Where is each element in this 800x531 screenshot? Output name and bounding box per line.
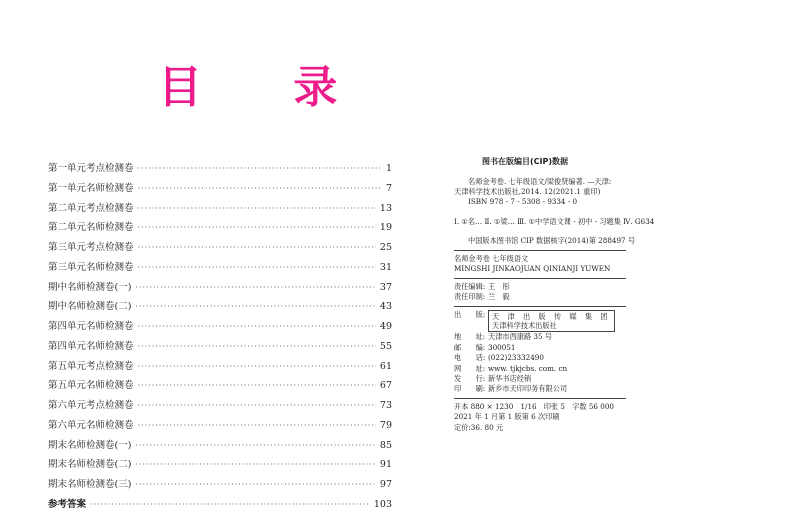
toc-leader-dots (138, 362, 376, 371)
toc-leader-dots (138, 204, 376, 213)
toc-entry-label: 期末名师检测卷(二) (48, 459, 132, 471)
toc-entry-page: 55 (379, 340, 392, 352)
phone-row (454, 353, 644, 363)
toc-entry-label: 期中名师检测卷(二) (48, 301, 132, 313)
toc-entry-page: 37 (379, 281, 392, 293)
publisher-group: 天 津 出 版 传 媒 集 团 (492, 311, 611, 321)
toc-entry-label: 第五单元名师检测卷 (48, 380, 134, 392)
toc-leader-dots (135, 441, 375, 450)
toc-entry-page: 103 (373, 498, 392, 510)
toc-leader-dots (138, 381, 376, 390)
toc-entry (48, 318, 392, 338)
toc-leader-dots (138, 184, 382, 193)
toc-leader-dots (138, 243, 376, 252)
toc-leader-dots (138, 401, 376, 410)
cip-heading: 图书在版编目(CIP)数据 (482, 157, 569, 166)
address-key: 地 址: (454, 332, 486, 342)
website-key: 网 址: (454, 363, 486, 373)
toc-entry-label: 第五单元考点检测卷 (48, 360, 134, 372)
printer-value: 新乡市天印印务有限公司 (488, 384, 568, 394)
toc-entry-label: 期中名师检测卷(一) (48, 281, 132, 293)
toc-entry-page: 1 (385, 163, 392, 174)
toc-entry-page: 7 (385, 182, 392, 194)
editor-value: 王 彤 (488, 281, 510, 291)
publisher-name: 天津科学技术出版社 (492, 320, 557, 330)
toc-entry-page: 73 (379, 400, 392, 411)
toc-entry-label: 第一单元名师检测卷 (48, 182, 134, 194)
toc-entry-page: 49 (379, 321, 392, 332)
cip-block (454, 156, 655, 433)
publisher-row (454, 310, 644, 333)
printer-row (454, 384, 644, 394)
publisher-key: 出 版: (454, 309, 486, 319)
toc-entry-label: 第六单元名师检测卷 (48, 419, 134, 431)
toc-entry (48, 279, 392, 299)
toc-entry (48, 338, 392, 358)
toc-entry-page: 91 (379, 459, 392, 471)
cip-isbn: ISBN 978 - 7 - 5308 - 9334 - 0 (468, 197, 578, 207)
printer-key: 印 刷: (454, 384, 486, 394)
printing-row (454, 292, 644, 302)
toc-leader-dots (135, 302, 375, 311)
cip-classification: Ⅰ. ①名… Ⅱ. ①梁… Ⅲ. ①中学语文课 - 初中 - 习题集 Ⅳ. G634 (454, 216, 655, 226)
toc-leader-dots (138, 421, 376, 430)
toc-entry-label: 期末名师检测卷(一) (48, 439, 132, 451)
toc-leader-dots (138, 322, 376, 331)
book-spec: 开本 880 × 1230 1/16 印张 5 字数 56 000 (454, 401, 615, 411)
edition-info: 2021 年 1 月第 1 版第 6 次印刷 (454, 412, 560, 422)
toc-entry-label: 第四单元名师检测卷 (48, 321, 134, 332)
toc-entry (48, 180, 392, 200)
toc-entry-page: 13 (379, 202, 392, 214)
toc-entry-page: 31 (379, 261, 392, 273)
toc-leader-dots (135, 283, 375, 292)
toc-entry-page: 85 (379, 439, 392, 451)
publisher-box (488, 310, 615, 333)
toc-entry (48, 456, 392, 476)
page-title: 目 录 (158, 62, 376, 113)
divider (454, 306, 626, 307)
printing-key: 责任印制: (454, 292, 486, 302)
website-value: www. tjkjcbs. com. cn (488, 363, 568, 373)
toc-entry (48, 160, 392, 180)
divider (454, 250, 626, 251)
address-value: 天津市西康路 35 号 (488, 332, 553, 342)
toc-entry (48, 397, 392, 417)
toc-entry-page: 43 (379, 301, 392, 313)
distributor-row (454, 374, 644, 384)
toc-entry-label: 第三单元名师检测卷 (48, 261, 134, 273)
toc-entry (48, 259, 392, 279)
table-of-contents (48, 160, 392, 516)
book-title-pinyin: MINGSHI JINKAOJUAN QINIANJI YUWEN (454, 264, 611, 274)
toc-leader-dots (138, 263, 376, 272)
website-row (454, 364, 644, 374)
divider (454, 278, 626, 279)
cip-line-1: 名师金考卷. 七年级语文/梁俊贤编著. —天津: (468, 176, 612, 186)
toc-entry-label: 参考答案 (48, 498, 87, 510)
distributor-key: 发 行: (454, 374, 486, 383)
toc-entry-page: 79 (379, 419, 392, 431)
toc-entry (48, 476, 392, 496)
toc-entry-label: 期末名师检测卷(三) (48, 479, 132, 490)
toc-entry-page: 67 (379, 380, 392, 392)
toc-entry (48, 239, 392, 259)
phone-key: 电 话: (454, 353, 486, 363)
toc-entry-label: 第一单元考点检测卷 (48, 163, 134, 174)
toc-entry-label: 第三单元考点检测卷 (48, 242, 134, 253)
printing-value: 兰 毅 (488, 292, 510, 302)
postcode-key: 邮 编: (454, 342, 486, 352)
toc-entry-page: 61 (379, 360, 392, 372)
toc-entry-label: 第二单元考点检测卷 (48, 202, 134, 214)
toc-leader-dots (138, 164, 382, 173)
toc-entry (48, 219, 392, 239)
toc-leader-dots (138, 342, 376, 351)
toc-leader-dots (135, 460, 375, 469)
editor-key: 责任编辑: (454, 281, 486, 291)
toc-leader-dots (90, 500, 370, 509)
book-title: 名师金考卷 七年级语文 (454, 253, 529, 263)
cip-line-2: 天津科学技术出版社,2014. 12(2021.1 重印) (454, 187, 601, 197)
phone-value: (022)23332490 (488, 353, 544, 363)
cip-record: 中国版本图书馆 CIP 数据核字(2014)第 288497 号 (468, 236, 636, 246)
toc-entry-page: 25 (379, 242, 392, 253)
toc-leader-dots (138, 223, 376, 232)
toc-leader-dots (135, 480, 375, 489)
price: 定价:36. 80 元 (454, 422, 504, 432)
divider (454, 398, 626, 399)
editor-row (454, 282, 644, 292)
toc-entry (48, 200, 392, 220)
toc-entry-label: 第二单元名师检测卷 (48, 222, 134, 234)
toc-entry (48, 358, 392, 378)
address-row (454, 332, 644, 342)
toc-entry (48, 298, 392, 318)
distributor-value: 新华书店经销 (488, 374, 532, 383)
toc-entry-label: 第六单元考点检测卷 (48, 400, 134, 411)
toc-entry (48, 417, 392, 437)
postcode-value: 300051 (488, 342, 516, 352)
toc-entry (48, 437, 392, 457)
toc-entry-page: 19 (379, 222, 392, 234)
toc-entry-page: 97 (379, 479, 392, 490)
toc-entry (48, 377, 392, 397)
toc-entry-label: 第四单元名师检测卷 (48, 340, 134, 352)
toc-entry (48, 496, 392, 516)
postcode-row (454, 343, 644, 353)
